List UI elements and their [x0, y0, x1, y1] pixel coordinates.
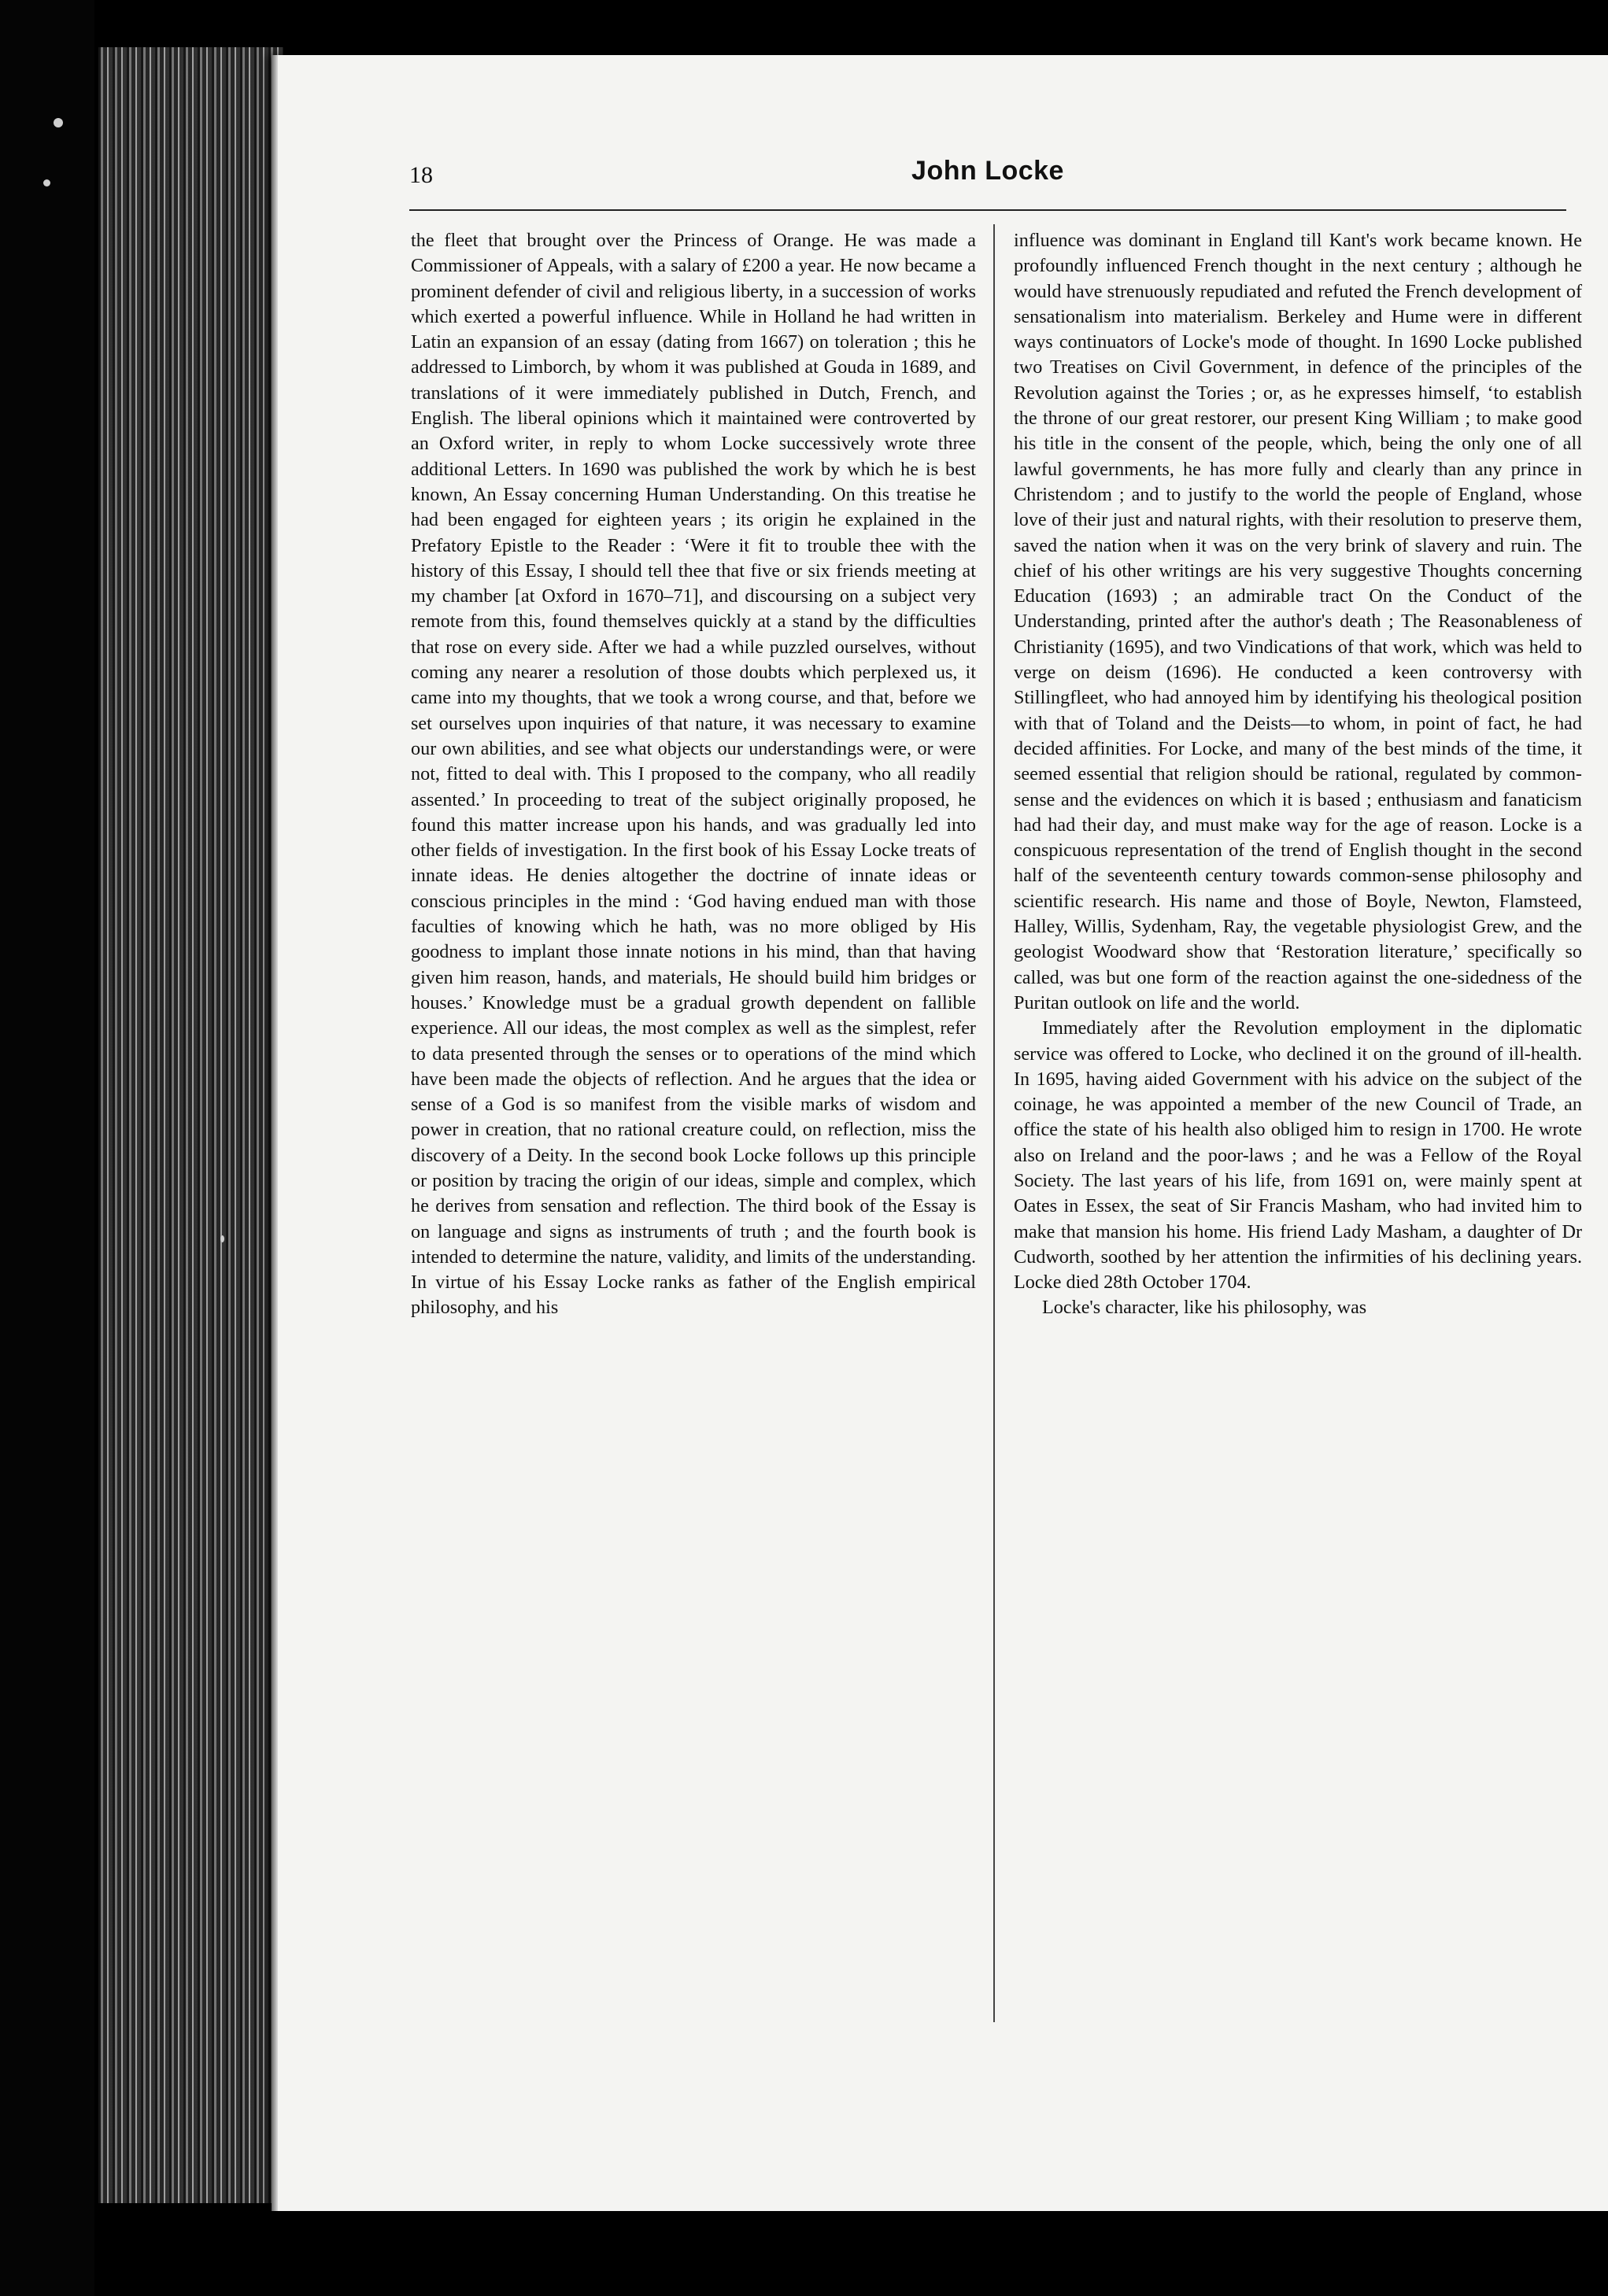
book-binding-edge	[98, 47, 283, 2203]
scan-speck	[54, 118, 63, 127]
left-paragraph-1: the fleet that brought over the Princess of Orange. He was made a Commissioner of Appeals, with a salary of £200 a year. He now became a prominent defender of civil and religious liberty, in a succession of works which exerted a powerful influence. While in Holland he had written in Latin an expansion of an essay (dating from 1667) on toleration ; this he addressed to Limborch, by whom it was published at Gouda in 1689, and translations of it were immediately published in Dutch, French, and English. The liberal opinions which it maintained were controverted by an Oxford writer, in reply to whom Locke successively wrote three additional Letters. In 1690 was published the work by which he is best known, An Essay concerning Human Understanding. On this treatise he had been engaged for eighteen years ; its origin he explained in the Prefatory Epistle to the Reader : ‘Were it fit to trouble thee with the history of this Essay, I should tell thee that five or six friends meeting at my chamber [at Oxford in 1670–71], and discoursing on a subject very remote from this, found themselves quickly at a stand by the difficulties that rose on every side. After we had a while puzzled ourselves, without coming any nearer a resolution of those doubts which perplexed us, it came into my thoughts, that we took a wrong course, and that, before we set ourselves upon inquiries of that nature, it was necessary to examine our own abilities, and see what objects our understandings were, or were not, fitted to deal with. This I proposed to the company, who all readily assented.’ In proceeding to treat of the subject originally proposed, he found this matter increase upon his hands, and was gradually led into other fields of investigation. In the first book of his Essay Locke treats of innate ideas. He denies altogether the doctrine of innate ideas or conscious principles in the mind : ‘God having endued man with those faculties of knowing which he hath, was no more obliged by His goodness to implant those innate notions in his mind, than that having given him reason, hands, and materials, He should build him bridges or houses.’ Knowledge must be a gradual growth dependent on fallible experience. All our ideas, the most complex as well as the simplest, refer to data presented through the senses or to operations of the mind which have been made the objects of reflection. And he argues that the idea or sense of a God is so manifest from the visible marks of wisdom and power in creation, that no rational creature could, on reflection, miss the discovery of a Deity. In the second book Locke follows up this principle or position by tracing the origin of our ideas, simple and complex, which he derives from sensation and reflection. The third book of the Essay is on language and signs as instruments of truth ; and the fourth book is intended to determine the nature, validity, and limits of the understanding. In virtue of his Essay Locke ranks as father of the English empirical philosophy, and his	[411, 230, 976, 1319]
right-paragraph-1: influence was dominant in England till Kant's work became known. He profoundly influenced French thought in the next century ; although he would have strenuously repudiated and refuted the French development of sensationalism into materialism. Berkeley and Hume were in different ways continuators of Locke's mode of thought. In 1690 Locke published two Treatises on Civil Government, in defence of the principles of the Revolution against the Tories ; or, as he expresses himself, ‘to establish the throne of our great restorer, our present King William ; to make good his title in the consent of the people, which, being the only one of all lawful governments, he has more fully and clearly than any prince in Christendom ; and to justify to the world the people of England, whose love of their just and natural rights, with their resolution to preserve them, saved the nation when it was on the very brink of slavery and ruin. The chief of his other writings are his very suggestive Thoughts concerning Education (1693) ; an admirable tract On the Conduct of the Understanding, printed after the author's death ; The Reasonableness of Christianity (1695), and two Vindications of that work, which was held to verge on deism (1696). He conducted a keen controversy with Stillingfleet, who had annoyed him by identifying his theological position with that of Toland and the Deists—to whom, in point of fact, he had decided affinities. For Locke, and many of the best minds of the time, it seemed essential that religion should be rational, regulated by common-sense and the evidences on which it is based ; enthusiasm and fanaticism had had their day, and must make way for the age of reason. Locke is a conspicuous representation of the trend of English thought in the second half of the seventeenth century towards common-sense philosophy and scientific research. His name and those of Boyle, Newton, Flamsteed, Halley, Willis, Sydenham, Ray, the vegetable physiologist Grew, and the geologist Woodward show that ‘Restoration literature,’ specifically so called, was but one form of the reaction against the one-sidedness of the Puritan outlook on life and the world.	[1014, 230, 1582, 1013]
page-number: 18	[409, 162, 433, 188]
right-column	[1014, 228, 1582, 2022]
right-paragraph-2: Immediately after the Revolution employment in the diplomatic service was offered to Locke, who declined it on the ground of ill-health. In 1695, having aided Government with his advice on the subject of the coinage, he was appointed a member of the new Council of Trade, an office the state of his health also obliged him to resign in 1700. He wrote also on Ireland and the poor-laws ; and he was a Fellow of the Royal Society. The last years of his life, from 1691 on, were mainly spent at Oates in Essex, the seat of Sir Francis Masham, who had invited him to make that mansion his home. His friend Lady Masham, a daughter of Dr Cudworth, soothed by her attention the infirmities of his declining years. Locke died 28th October 1704.	[1014, 1017, 1582, 1294]
right-paragraph-3: Locke's character, like his philosophy, was	[1042, 1297, 1367, 1319]
scan-speck	[43, 179, 50, 186]
scan-speck	[220, 1235, 224, 1242]
header-rule	[409, 209, 1566, 211]
left-column	[411, 228, 976, 2022]
column-divider	[993, 224, 995, 2022]
page-gutter-shadow	[272, 55, 278, 2211]
scan-background	[0, 0, 94, 2296]
running-title: John Locke	[911, 156, 1064, 186]
page-header	[409, 156, 1566, 203]
